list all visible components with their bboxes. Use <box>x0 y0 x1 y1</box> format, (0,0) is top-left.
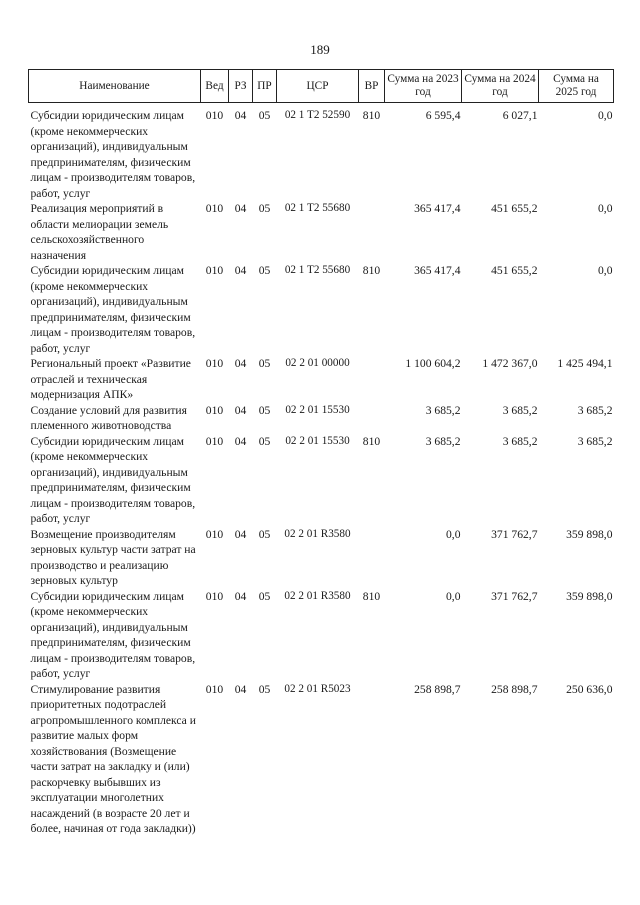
row-ved: 010 <box>205 527 224 541</box>
row-rz: 04 <box>234 682 247 696</box>
row-pr: 05 <box>258 434 271 448</box>
row-vr: 810 <box>362 589 381 603</box>
row-sum-2023: 3 685,2 <box>425 403 461 417</box>
table-row <box>29 589 614 682</box>
row-csr: 02 1 T2 55680 <box>284 264 351 276</box>
row-name: Реализация мероприятий в области мелиорации земель сельскохозяйственного назначения <box>30 202 169 262</box>
row-csr: 02 1 T2 55680 <box>284 202 351 214</box>
row-csr: 02 2 01 R5023 <box>284 682 351 695</box>
row-name: Субсидии юридическим лицам (кроме некоммерческих организаций), индивидуальным предпринимателям, физическим лицам - производителям товаров, работ, услуг <box>30 434 196 525</box>
header-pr: ПР <box>253 70 277 103</box>
row-ved: 010 <box>205 357 224 370</box>
row-sum-2025: 0,0 <box>598 202 613 215</box>
row-sum-2025: 3 685,2 <box>577 403 613 417</box>
row-sum-2024: 1 472 367,0 <box>482 357 538 370</box>
row-rz: 04 <box>234 434 247 448</box>
row-sum-2025: 1 425 494,1 <box>557 357 613 370</box>
row-pr: 05 <box>258 589 271 603</box>
budget-table <box>28 69 614 837</box>
table-row <box>29 403 614 434</box>
header-name: Наименование <box>29 70 201 103</box>
row-rz: 04 <box>234 357 247 370</box>
row-sum-2025: 359 898,0 <box>566 527 613 541</box>
header-sum-2025: Сумма на 2025 год <box>539 70 614 103</box>
row-sum-2025: 3 685,2 <box>577 434 613 448</box>
row-sum-2024: 258 898,7 <box>491 682 538 696</box>
row-sum-2023: 0,0 <box>446 589 461 603</box>
row-pr: 05 <box>258 682 271 696</box>
row-vr <box>359 356 385 403</box>
row-vr <box>359 201 385 263</box>
row-sum-2024: 3 685,2 <box>502 403 538 417</box>
row-sum-2023: 6 595,4 <box>425 109 461 122</box>
row-ved: 010 <box>205 109 224 122</box>
row-ved: 010 <box>205 589 224 603</box>
row-csr: 02 2 01 R3580 <box>284 527 351 540</box>
row-pr: 05 <box>258 202 271 215</box>
row-sum-2024: 371 762,7 <box>491 589 538 603</box>
row-vr <box>359 403 385 434</box>
row-ved: 010 <box>205 434 224 448</box>
row-sum-2023: 365 417,4 <box>414 202 461 215</box>
table-row <box>29 434 614 527</box>
row-sum-2024: 451 655,2 <box>491 264 538 277</box>
row-vr <box>359 682 385 837</box>
row-sum-2025: 0,0 <box>598 109 613 122</box>
table-row <box>29 201 614 263</box>
row-rz: 04 <box>234 403 247 417</box>
row-sum-2025: 0,0 <box>598 264 613 277</box>
row-pr: 05 <box>258 527 271 541</box>
row-name: Субсидии юридическим лицам (кроме некоммерческих организаций), индивидуальным предпринимателям, физическим лицам - производителям товаров, работ, услуг <box>30 264 196 355</box>
row-rz: 04 <box>234 264 247 277</box>
row-ved: 010 <box>205 403 224 417</box>
row-sum-2023: 1 100 604,2 <box>405 357 461 370</box>
row-ved: 010 <box>205 682 224 696</box>
table-row <box>29 263 614 356</box>
row-sum-2023: 365 417,4 <box>414 264 461 277</box>
row-pr: 05 <box>258 403 271 417</box>
row-name: Стимулирование развития приоритетных подотраслей агропромышленного комплекса и развитие малых форм хозяйствования (Возмещение части затрат на закладку и (или) раскорчевку выбывших из эксплуатации многолетних насаждений (в возрасте 20 лет и более, начиная от года закладки)) <box>30 682 196 835</box>
row-sum-2023: 3 685,2 <box>425 434 461 448</box>
row-sum-2023: 0,0 <box>446 527 461 541</box>
row-ved: 010 <box>205 202 224 215</box>
row-csr: 02 1 T2 52590 <box>284 109 351 121</box>
row-pr: 05 <box>258 357 271 370</box>
row-csr: 02 2 01 R3580 <box>284 589 351 602</box>
header-csr: ЦСР <box>277 70 359 103</box>
row-vr: 810 <box>362 434 381 448</box>
row-sum-2024: 3 685,2 <box>502 434 538 448</box>
row-csr: 02 2 01 00000 <box>285 357 350 369</box>
row-name: Региональный проект «Развитие отраслей и техническая модернизация АПК» <box>30 357 191 401</box>
row-vr: 810 <box>362 264 381 277</box>
table-row <box>29 356 614 403</box>
row-sum-2024: 371 762,7 <box>491 527 538 541</box>
row-rz: 04 <box>234 202 247 215</box>
row-name: Создание условий для развития племенного животноводства <box>30 403 187 432</box>
row-vr <box>359 527 385 589</box>
row-name: Субсидии юридическим лицам (кроме некоммерческих организаций), индивидуальным предпринимателям, физическим лицам - производителям товаров, работ, услуг <box>30 109 196 200</box>
table-row <box>29 103 614 202</box>
row-name: Субсидии юридическим лицам (кроме некоммерческих организаций), индивидуальным предпринимателям, физическим лицам - производителям товаров, работ, услуг <box>30 589 196 680</box>
row-csr: 02 2 01 15530 <box>285 434 350 447</box>
row-vr: 810 <box>362 109 381 122</box>
table-header <box>29 70 614 103</box>
row-pr: 05 <box>258 264 271 277</box>
row-sum-2025: 359 898,0 <box>566 589 613 603</box>
row-sum-2023: 258 898,7 <box>414 682 461 696</box>
row-pr: 05 <box>258 109 271 122</box>
header-sum-2023: Сумма на 2023 год <box>385 70 462 103</box>
row-sum-2025: 250 636,0 <box>566 682 613 696</box>
row-name: Возмещение производителям зерновых культур части затрат на производство и реализацию зерновых культур <box>30 527 196 587</box>
page-number: 189 <box>310 42 330 57</box>
header-rz: РЗ <box>229 70 253 103</box>
row-rz: 04 <box>234 109 247 122</box>
header-ved: Вед <box>201 70 229 103</box>
header-sum-2024: Сумма на 2024 год <box>462 70 539 103</box>
row-rz: 04 <box>234 589 247 603</box>
header-vr: ВР <box>359 70 385 103</box>
table-row <box>29 527 614 589</box>
table-row <box>29 682 614 837</box>
row-sum-2024: 6 027,1 <box>502 109 538 122</box>
table-body <box>29 103 614 837</box>
row-rz: 04 <box>234 527 247 541</box>
row-sum-2024: 451 655,2 <box>491 202 538 215</box>
row-ved: 010 <box>205 264 224 277</box>
row-csr: 02 2 01 15530 <box>285 403 350 416</box>
